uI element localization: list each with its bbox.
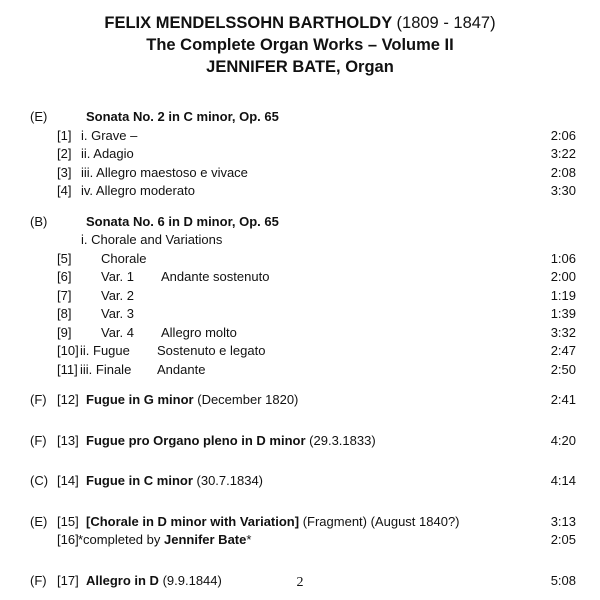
work-text [86, 513, 460, 531]
track-listing [0, 108, 600, 590]
track-row [0, 268, 600, 287]
track-row [0, 182, 600, 201]
track-duration: 2:50 [550, 361, 576, 377]
source-code: (F) [30, 432, 47, 448]
source-code: (F) [30, 572, 47, 588]
track-number: [16] [57, 532, 79, 547]
track-number: [10] [57, 343, 79, 358]
movement-title: i. Grave – [81, 127, 138, 143]
work-text [86, 472, 263, 490]
track-row [0, 531, 600, 550]
page-number: 2 [296, 575, 304, 590]
track-duration: 2:00 [550, 269, 576, 284]
work-title: Fugue in G minor [86, 392, 194, 407]
movement-name: Var. 1 [101, 269, 135, 284]
movement-subheading-row [0, 231, 600, 250]
spacer [0, 201, 600, 213]
track-duration: 1:39 [550, 306, 576, 321]
track-number: [15] [57, 513, 79, 529]
tempo-marking: Andante sostenuto [161, 269, 270, 284]
spacer [0, 450, 600, 472]
track-number: [8] [57, 306, 72, 321]
completion-note [78, 531, 251, 549]
source-code: (C) [30, 473, 49, 488]
track-duration: 4:14 [550, 473, 576, 488]
track-duration: 2:47 [550, 343, 576, 358]
track-number: [1] [57, 127, 72, 143]
track-duration: 5:08 [550, 572, 576, 588]
tempo-marking: Sostenuto e legato [157, 343, 266, 358]
tempo-marking: Allegro molto [161, 324, 237, 340]
track-row [0, 287, 600, 306]
completion-suffix: * [246, 532, 252, 547]
track-row [0, 250, 600, 269]
source-code: (E) [30, 109, 48, 124]
track-duration: 3:32 [550, 324, 576, 340]
track-row [0, 324, 600, 343]
composer-name: FELIX MENDELSSOHN BARTHOLDY [104, 14, 392, 32]
work-title: Sonata No. 2 in C minor, Op. 65 [86, 109, 279, 124]
source-code: (B) [30, 213, 48, 229]
track-duration: 3:22 [550, 146, 576, 161]
track-number: [13] [57, 432, 79, 448]
movement-title: iv. Allegro moderato [81, 183, 195, 198]
track-duration: 2:41 [550, 392, 576, 407]
track-number: [6] [57, 269, 72, 284]
track-row [0, 342, 600, 361]
album-title: The Complete Organ Works – Volume II [146, 36, 454, 54]
track-duration: 3:13 [550, 513, 576, 529]
track-duration: 1:06 [550, 250, 576, 266]
movement-title: iii. Allegro maestoso e vivace [81, 164, 248, 180]
work-note: (9.9.1844) [162, 572, 222, 588]
track-number: [11] [57, 361, 78, 377]
work-title: Fugue pro Organo pleno in D minor [86, 432, 306, 448]
spacer [0, 379, 600, 391]
movement-name: Chorale [101, 250, 147, 266]
work-row [0, 391, 600, 410]
work-note: (30.7.1834) [196, 473, 264, 488]
track-duration: 4:20 [550, 432, 576, 448]
movement-name: iii. Finale [80, 361, 132, 377]
track-number: [7] [57, 287, 72, 303]
movement-name: Var. 3 [101, 306, 135, 321]
track-row [0, 127, 600, 146]
booklet-header [0, 12, 600, 78]
track-number: [14] [57, 473, 79, 488]
track-row [0, 305, 600, 324]
track-duration: 1:19 [550, 287, 576, 303]
track-number: [2] [57, 146, 72, 161]
performer-line: JENNIFER BATE, Organ [206, 58, 394, 76]
spacer [0, 410, 600, 432]
work-title: Allegro in D [86, 572, 159, 588]
track-duration: 2:06 [550, 127, 576, 143]
movement-name: Var. 2 [101, 287, 135, 303]
movement-name: ii. Fugue [80, 343, 130, 358]
work-heading [0, 213, 600, 232]
track-row [0, 164, 600, 183]
track-number: [5] [57, 250, 72, 266]
work-title: Sonata No. 6 in D minor, Op. 65 [86, 213, 279, 229]
track-number: [17] [57, 572, 79, 588]
work-text [86, 432, 376, 450]
work-note: (29.3.1833) [309, 432, 376, 448]
work-title: [Chorale in D minor with Variation] [86, 513, 300, 529]
source-code: (F) [30, 392, 47, 407]
tempo-marking: Andante [157, 361, 206, 377]
completion-prefix: *completed by [78, 532, 164, 547]
composer-years: (1809 - 1847) [396, 14, 496, 32]
movement-name: Var. 4 [101, 324, 135, 340]
composer-line [0, 12, 600, 34]
track-row [0, 361, 600, 380]
spacer [0, 491, 600, 513]
track-number: [12] [57, 392, 79, 407]
track-number: [4] [57, 183, 72, 198]
track-number: [3] [57, 164, 72, 180]
track-number: [9] [57, 324, 72, 340]
track-row [0, 145, 600, 164]
work-row [0, 472, 600, 491]
track-duration: 2:05 [550, 532, 576, 547]
spacer [0, 550, 600, 572]
work-heading [0, 108, 600, 127]
source-code: (E) [30, 513, 48, 529]
work-note: (December 1820) [197, 392, 299, 407]
work-row [0, 432, 600, 451]
work-text [86, 391, 298, 409]
movement-subheading: i. Chorale and Variations [81, 232, 223, 247]
work-title: Fugue in C minor [86, 473, 193, 488]
work-note: (Fragment) (August 1840?) [302, 513, 460, 529]
movement-title: ii. Adagio [81, 146, 134, 161]
work-row [0, 513, 600, 532]
track-duration: 3:30 [550, 183, 576, 198]
track-duration: 2:08 [550, 164, 576, 180]
completer-name: Jennifer Bate [164, 532, 247, 547]
